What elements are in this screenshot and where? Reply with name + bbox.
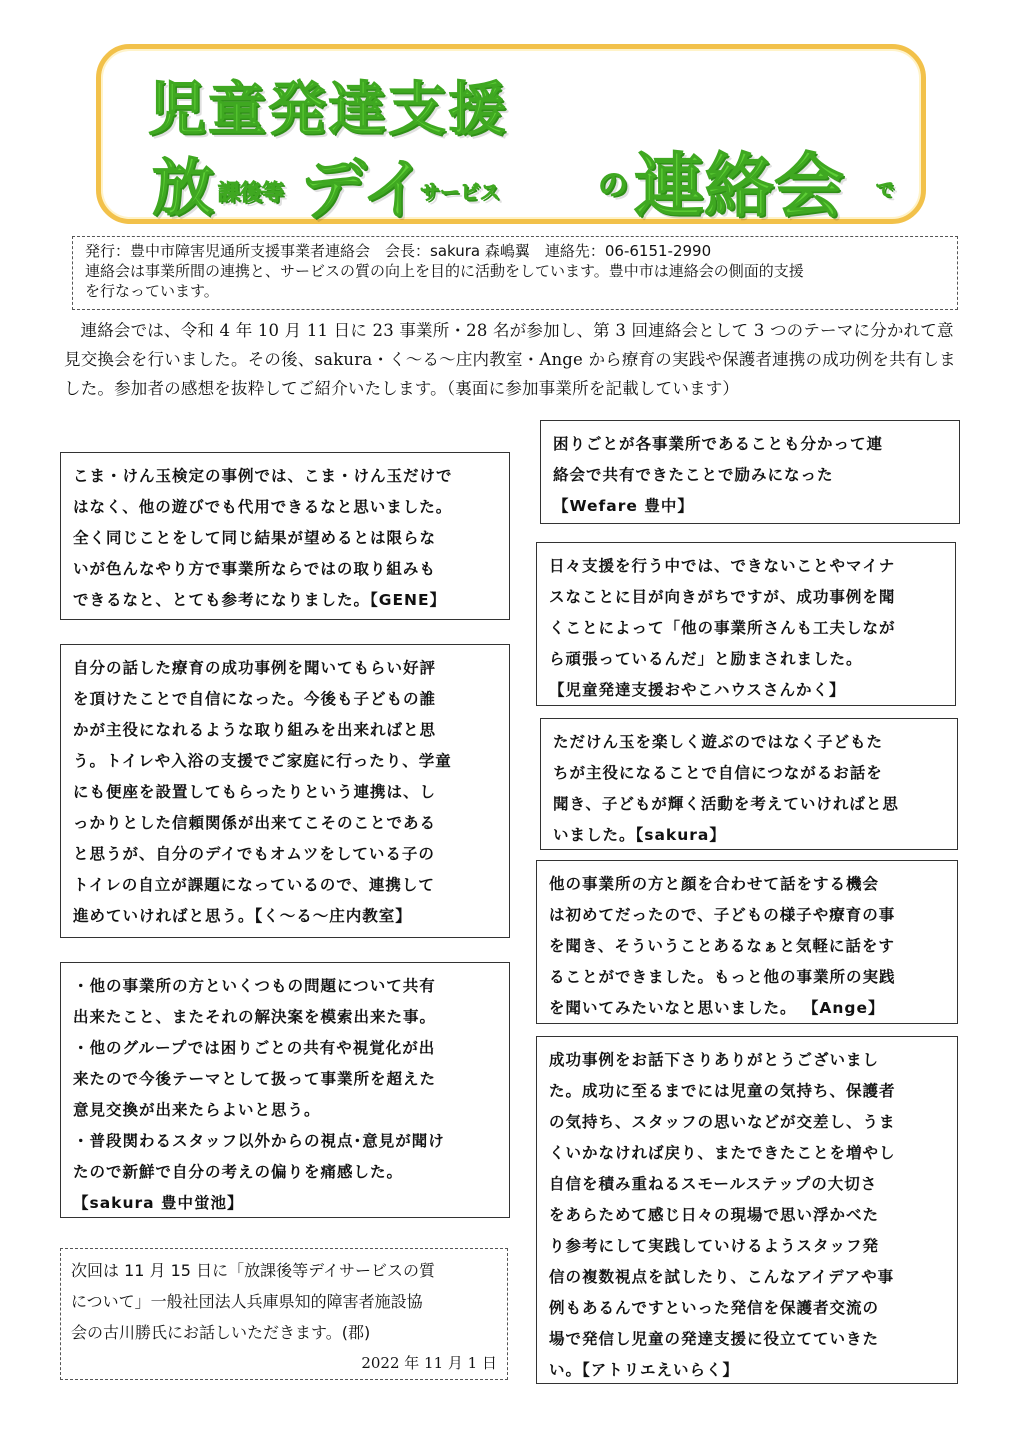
card-line: ることができました。もっと他の事業所の実践 [549,968,896,986]
card-line: と思うが、自分のデイでもオムツをしている子の [73,845,435,863]
info-line: を行なっています。 [85,282,219,300]
next-line: 次回は 11 月 15 日に「放課後等デイサービスの質 [71,1261,435,1280]
card-line: たので新鮮で自分の考えの偏りを痛感した。 [73,1163,404,1181]
intro-paragraph [64,316,964,403]
card-line: 他の事業所の方と顔を合わせて話をする機会 [549,875,880,893]
comment-card-oyakohouse [536,542,956,706]
card-line: をあらためて感じ日々の現場で思い浮かべた [549,1206,880,1224]
card-line: 意見交換が出来たらよいと思う。 [73,1101,321,1119]
card-line: はなく、他の遊びでも代用できるなと思いました。 [73,498,453,516]
card-line: 聞き、子どもが輝く活動を考えていければと思 [553,795,899,813]
publisher-info [72,236,958,310]
card-line: ・他の事業所の方といくつもの問題について共有 [73,977,436,995]
card-line: ら頑張っているんだ」と励まされました。 [549,650,863,668]
card-line: 【sakura 豊中蛍池】 [73,1194,244,1212]
comment-card-kuru [60,644,510,938]
card-line: 来たので今後テーマとして扱って事業所を超えた [73,1070,437,1088]
card-line: ただけん玉を楽しく遊ぶのではなく子どもた [553,733,884,751]
card-line: かが主役になれるような取り組みを出来ればと思 [73,721,437,739]
card-line: 進めていければと思う。【く〜る〜庄内教室】 [73,907,412,925]
card-line: 自信を積み重ねるスモールステップの大切さ [549,1175,878,1193]
card-line: 絡会で共有できたことで励みになった [553,466,834,484]
intro-text: 連絡会では、令和 4 年 10 月 11 日に 23 事業所・28 名が参加し、第 3 回連絡会として 3 つのテーマに分かれて意見交換会を行いました。その後、sakura・く〜る〜庄内教室・Ange から療育の実践や保護者連携の成功例を共有しました。参加者の感想を抜粋してご紹介いたします。（裏面に参加事業所を記載しています） [64,321,956,398]
comment-card-gene [60,452,510,620]
card-line: 場で発信し児童の発達支援に役立てていきた [549,1330,880,1348]
card-line: いました。【sakura】 [553,826,726,844]
card-line: 成功事例をお話下さりありがとうございまし [549,1051,880,1069]
title-service: サービス [420,180,500,204]
card-line: い。【アトリエえいらく】 [549,1361,739,1379]
card-line: の気持ち、スタッフの思いなどが交差し、うま [549,1113,896,1131]
card-line: ・普段関わるスタッフ以外からの視点･意見が聞け [73,1132,445,1150]
card-line: くことによって「他の事業所さんも工夫しなが [549,619,896,637]
card-line: を頂けたことで自信になった。今後も子どもの誰 [73,690,437,708]
comment-card-sakura [540,718,958,850]
card-line: 困りごとが各事業所であることも分かって連 [553,435,884,453]
card-line: を聞き、そういうことあるなぁと気軽に話をす [549,937,895,955]
card-line: ちが主役になることで自信につながるお話を [553,764,883,782]
info-line: 発行：豊中市障害児通所支援事業者連絡会 会長：sakura 森嶋翼 連絡先：06-6151-2990 [85,242,712,260]
title-de: で [876,180,894,201]
card-line: くいかなければ戻り、またできたことを増やし [549,1144,896,1162]
card-line: を聞いてみたいなと思いました。 【Ange】 [549,999,885,1017]
title-line1: 児童発達支援 [148,75,509,143]
card-line: た。成功に至るまでには児童の気持ち、保護者 [549,1082,896,1100]
card-line: スなことに目が向きがちですが、成功事例を聞 [549,588,896,606]
card-line: いが色んなやり方で事業所ならではの取り組みも [73,560,436,578]
issue-date: 2022 年 11 月 1 日 [361,1354,497,1372]
title-renrakukai: 連絡会 [634,145,844,227]
next-line: 会の古川勝氏にお話しいただきます。(郡) [71,1323,371,1342]
next-meeting-notice [60,1248,508,1380]
card-line: っかりとした信頼関係が出来てこそのことである [73,814,437,832]
card-line: 例もあるんですといった発信を保護者交流の [549,1299,880,1317]
card-line: 全く同じことをして同じ結果が望めるとは限らな [73,529,437,547]
comment-card-sakura-hotarugaike [60,962,510,1218]
card-line: できるなと、とても参考になりました。【GENE】 [73,591,447,609]
title-dei: デイ [300,151,428,228]
title-no: の [598,168,628,203]
card-line: こま・けん玉検定の事例では、こま・けん玉だけで [73,467,453,485]
card-line: う。トイレや入浴の支援でご家庭に行ったり、学童 [73,752,452,770]
comment-card-wefare [540,420,960,524]
card-line: にも便座を設置してもらったりという連携は、し [73,783,437,801]
card-line: 自分の話した療育の成功事例を聞いてもらい好評 [73,659,437,677]
card-line: り参考にして実践していけるようスタッフ発 [549,1237,880,1255]
title-houka: 放 [152,151,215,224]
title-kagoto: 課後等 [218,181,285,206]
next-line: について」一般社団法人兵庫県知的障害者施設協 [71,1292,423,1311]
info-line: 連絡会は事業所間の連携と、サービスの質の向上を目的に活動をしています。豊中市は連絡会の側面的支援 [85,262,804,280]
card-line: は初めてだったので、子どもの様子や療育の事 [549,906,896,924]
card-line: ・他のグループでは困りごとの共有や視覚化が出 [73,1039,436,1057]
comment-card-atelier-eiraku [536,1036,958,1384]
card-line: 【児童発達支援おやこハウスさんかく】 [549,681,846,699]
card-line: 【Wefare 豊中】 [553,497,694,515]
card-line: トイレの自立が課題になっているので、連携して [73,876,435,894]
card-line: 出来たこと、またそれの解決案を模索出来た事。 [73,1008,437,1026]
comment-card-ange [536,860,958,1024]
card-line: 信の複数視点を試したり、こんなアイデアや事 [549,1268,895,1286]
card-line: 日々支援を行う中では、できないことやマイナ [549,557,896,575]
